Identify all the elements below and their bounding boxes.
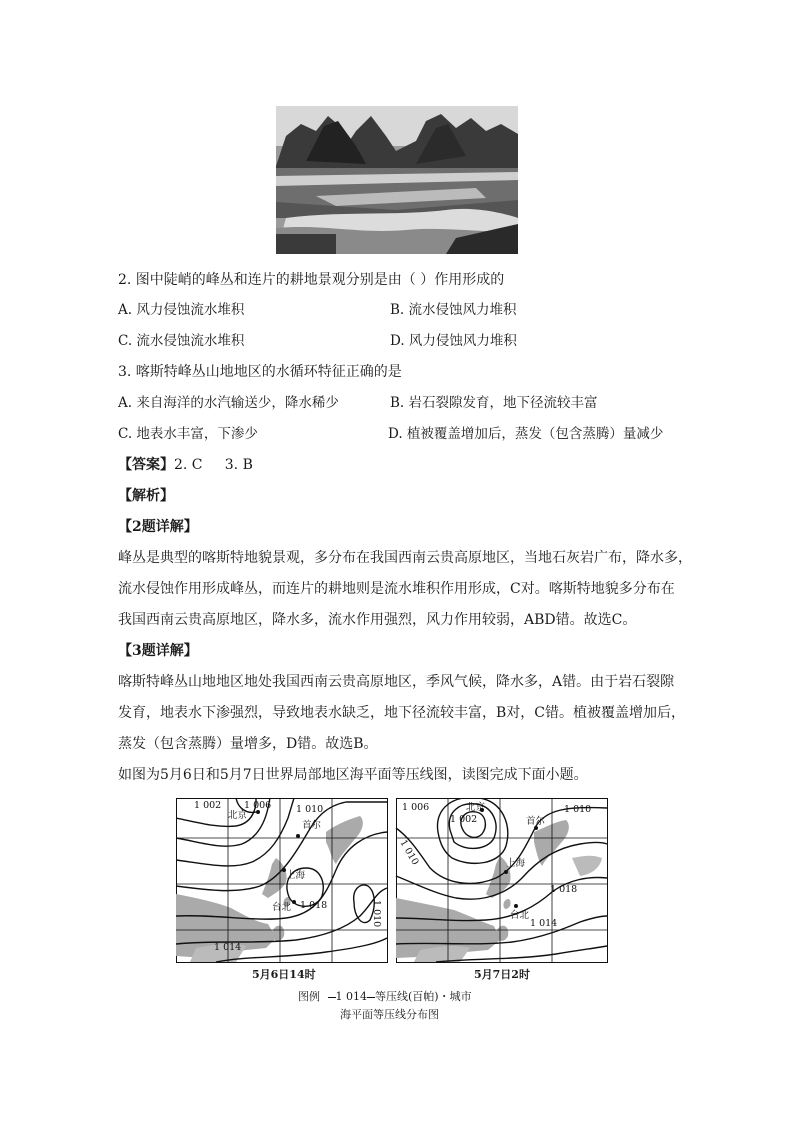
answer-line	[118, 455, 253, 475]
map-left-label-1018: 1 018	[300, 900, 328, 911]
map-left-city-seoul: 首尔	[302, 820, 322, 831]
question-2-stem: 2. 图中陡峭的峰丛和连片的耕地景观分别是由（ ）作用形成的	[118, 272, 505, 288]
map-left-label-1010: 1 010	[296, 804, 324, 815]
legend-sample-value: 1 014	[335, 990, 367, 1003]
map-legend	[298, 988, 472, 1004]
legend-prefix: 图例	[298, 990, 320, 1003]
question-3-option-c: C. 地表水丰富，下渗少	[118, 426, 258, 442]
map-left-label-1014: 1 014	[214, 942, 242, 953]
map-right-label-1014: 1 014	[530, 918, 558, 929]
legend-text: 等压线(百帕)・城市	[375, 990, 472, 1003]
detail-3-line: 喀斯特峰丛山地地区地处我国西南云贵高原地区，季风气候，降水多，A错。由于岩石裂隙	[118, 674, 675, 690]
question-2-option-d: D. 风力侵蚀风力堆积	[390, 333, 517, 349]
answer-label: 【答案】	[118, 457, 174, 473]
question-3-stem: 3. 喀斯特峰丛山地地区的水循环特征正确的是	[118, 364, 402, 380]
map-left-caption: 5月6日14时	[252, 968, 316, 981]
legend-isobar-line	[328, 997, 336, 998]
map-right-caption: 5月7日2时	[474, 968, 530, 981]
map-right-city-beijing: 北京	[466, 802, 486, 813]
detail-2-label: 【2题详解】	[118, 519, 198, 535]
question-2-option-b: B. 流水侵蚀风力堆积	[390, 302, 517, 318]
legend-isobar-line-end	[367, 997, 375, 998]
map-right	[396, 798, 608, 963]
detail-2-line: 峰丛是典型的喀斯特地貌景观，多分布在我国西南云贵高原地区，当地石灰岩广布，降水多，	[118, 550, 692, 566]
question-3-option-b: B. 岩石裂隙发育，地下径流较丰富	[390, 395, 598, 411]
question-2-option-a: A. 风力侵蚀流水堆积	[118, 302, 245, 318]
map-left	[176, 798, 388, 963]
detail-3-line: 发育，地表水下渗强烈，导致地表水缺乏，地下径流较丰富，B对，C错。植被覆盖增加后，	[118, 705, 685, 721]
map-right-label-1010: 1 010	[397, 838, 421, 868]
map-right-city-shanghai: 上海	[506, 858, 526, 869]
map-left-city-beijing: 北京	[228, 810, 248, 821]
question-3-option-a: A. 来自海洋的水汽输送少，降水稀少	[118, 395, 339, 411]
map-right-label-1002: 1 002	[450, 814, 478, 825]
question-3-option-d: D. 植被覆盖增加后，蒸发（包含蒸腾）量减少	[388, 426, 664, 442]
map-right-label-1018: 1 018	[550, 884, 578, 895]
map-left-city-shanghai: 上海	[286, 870, 306, 881]
detail-3-line: 蒸发（包含蒸腾）量增多，D错。故选B。	[118, 736, 378, 752]
map-right-city-taipei: 台北	[510, 910, 530, 921]
map-left-label-1010-b: 1 010	[371, 900, 382, 928]
detail-2-line: 流水侵蚀作用形成峰丛，而连片的耕地则是流水堆积作用形成，C对。喀斯特地貌多分布在	[118, 581, 675, 597]
map-right-city-seoul: 首尔	[526, 816, 546, 827]
question-2-option-c: C. 流水侵蚀流水堆积	[118, 333, 245, 349]
map-right-label-1006: 1 006	[402, 802, 430, 813]
detail-2-line: 我国西南云贵高原地区，降水多，流水作用强烈，风力作用较弱，ABD错。故选C。	[118, 612, 637, 628]
map-intro-text: 如图为5月6日和5月7日世界局部地区海平面等压线图，读图完成下面小题。	[118, 767, 588, 783]
isobar-maps	[176, 798, 608, 982]
map-left-label-1002: 1 002	[194, 800, 222, 811]
map-title: 海平面等压线分布图	[340, 1008, 439, 1021]
detail-3-label: 【3题详解】	[118, 643, 198, 659]
map-left-label-1006: 1 006	[244, 800, 272, 811]
answer-text: 2. C 3. B	[174, 457, 253, 473]
analysis-label: 【解析】	[118, 488, 174, 504]
map-left-city-taipei: 台北	[272, 902, 292, 913]
karst-landscape-photo	[276, 106, 518, 254]
map-right-label-1010-b: 1 010	[564, 804, 592, 815]
